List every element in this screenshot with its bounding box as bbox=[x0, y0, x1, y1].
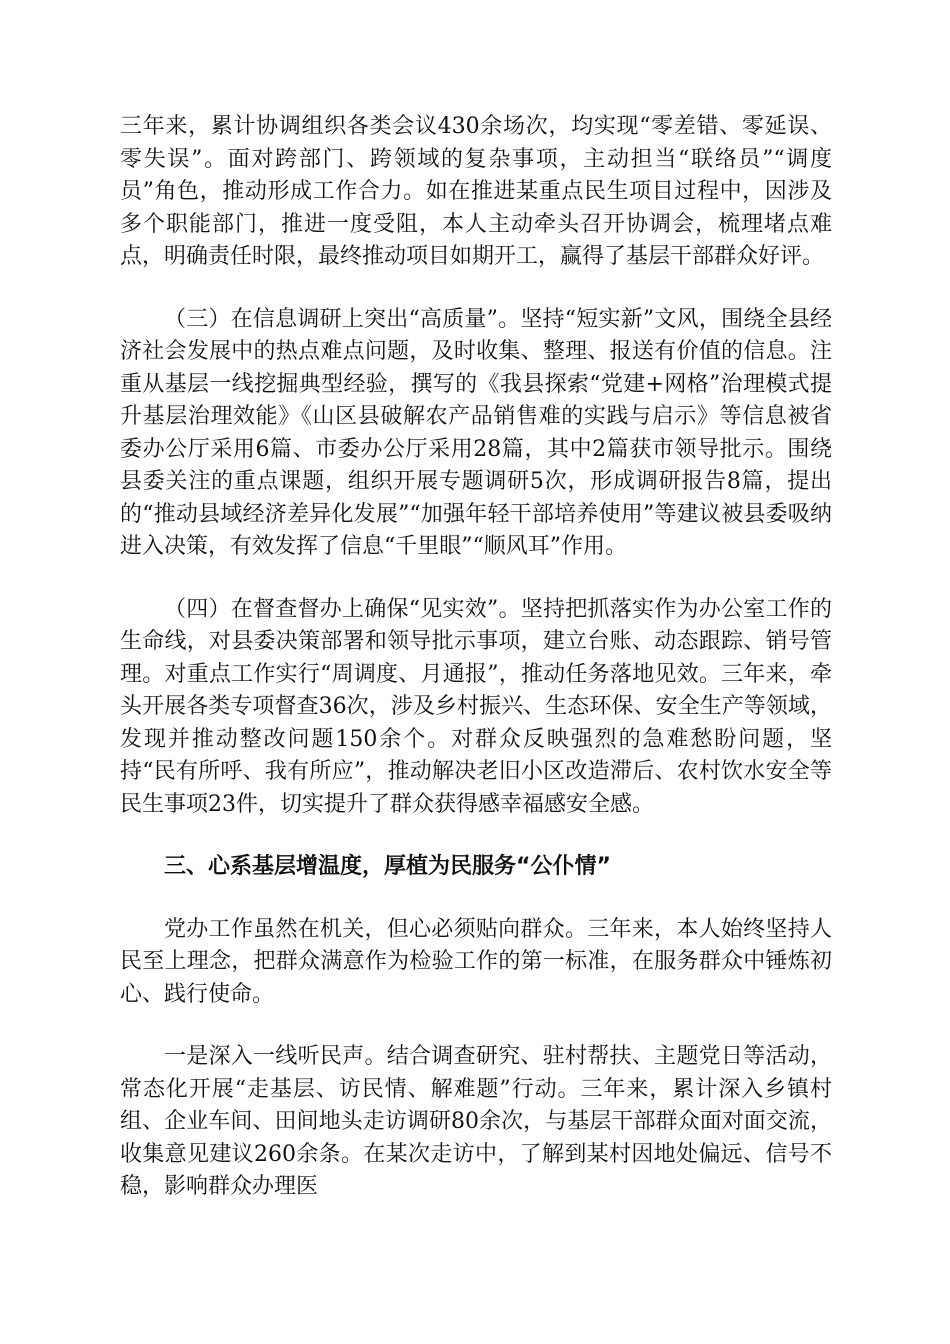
paragraph-information-research: （三）在信息调研上突出“高质量”。坚持“短实新”文风，围绕全县经济社会发展中的热点难点问题，及时收集、整理、报送有价值的信息。注重从基层一线挖掘典型经验，撰写的《我县探索“党建+网格”治理模式提升基层治理效能》《山区县破解农产品销售难的实践与启示》等信息被省委办公厅采用6篇、市委办公厅采用28篇，其中2篇获市领导批示。围绕县委关注的重点课题，组织开展专题调研5次，形成调研报告8篇，提出的“推动县域经济差异化发展”“加强年轻干部培养使用”等建议被县委吸纳进入决策，有效发挥了信息“千里眼”“顺风耳”作用。 bbox=[120, 306, 832, 559]
document-body bbox=[120, 111, 832, 1234]
paragraph-frontline-visits: 一是深入一线听民声。结合调查研究、驻村帮扶、主题党日等活动，常态化开展“走基层、访民情、解难题”行动。三年来，累计深入乡镇村组、企业车间、田间地头走访调研80余次，与基层干部群众面对面交流，收集意见建议260余条。在某次走访中，了解到某村因地处偏远、信号不稳，影响群众办理医 bbox=[120, 1044, 832, 1199]
section-heading: 三、心系基层增温度，厚植为民服务“公仆情” bbox=[164, 854, 611, 879]
paragraph-section-intro: 党办工作虽然在机关，但心必须贴向群众。三年来，本人始终坚持人民至上理念，把群众满意作为检验工作的第一标准，在服务群众中锤炼初心、践行使命。 bbox=[120, 916, 832, 1007]
paragraph-meeting-coordination: 三年来，累计协调组织各类会议430余场次，均实现“零差错、零延误、零失误”。面对跨部门、跨领域的复杂事项，主动担当“联络员”“调度员”角色，推动形成工作合力。如在推进某重点民生项目过程中，因涉及多个职能部门，推进一度受阻，本人主动牵头召开协调会，梳理堵点难点，明确责任时限，最终推动项目如期开工，赢得了基层干部群众好评。 bbox=[120, 114, 832, 269]
paragraph-supervision: （四）在督查督办上确保“见实效”。坚持把抓落实作为办公室工作的生命线，对县委决策部署和领导批示事项，建立台账、动态跟踪、销号管理。对重点工作实行“周调度、月通报”，推动任务落地见效。三年来，牵头开展各类专项督查36次，涉及乡村振兴、生态环保、安全生产等领域，发现并推动整改问题150余个。对群众反映强烈的急难愁盼问题，坚持“民有所呼、我有所应”，推动解决老旧小区改造滞后、农村饮水安全等民生事项23件，切实提升了群众获得感幸福感安全感。 bbox=[120, 596, 832, 817]
